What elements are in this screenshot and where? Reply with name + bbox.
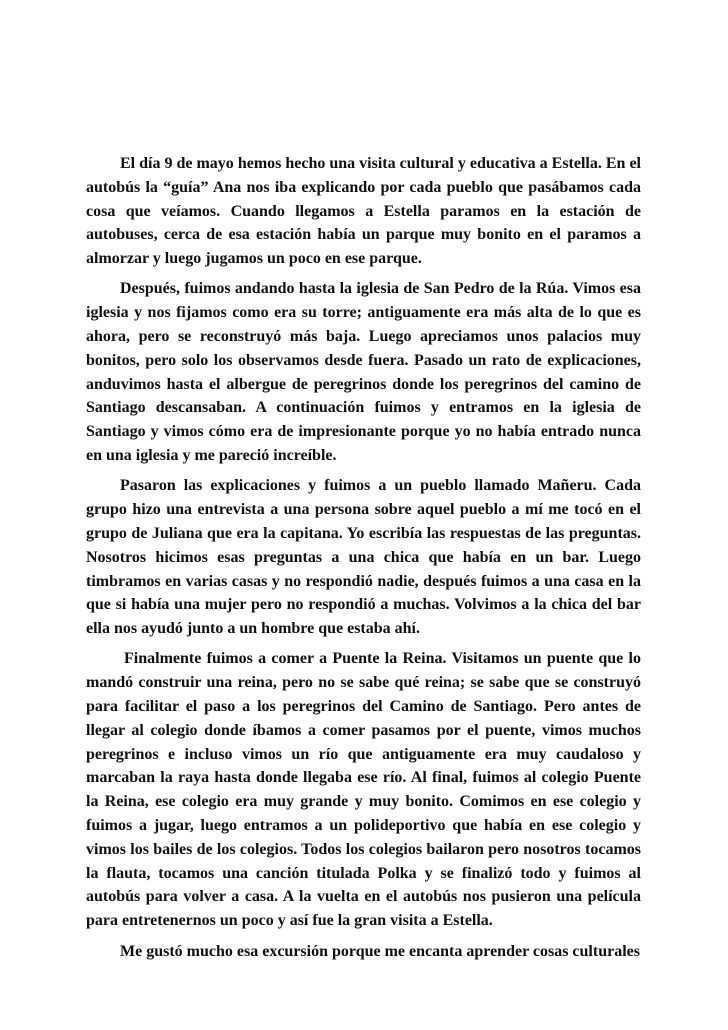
paragraph-san-pedro-church: Después, fuimos andando hasta la iglesia de San Pedro de la Rúa. Vimos esa iglesia y nos fijamos como era su torre; antiguamente era más alta de lo que es ahora, pero se reconstruyó más baja. Luego apreciamos unos palacios muy bonitos, pero solo los observamos desde fuera. Pasado un rato de explicaciones, anduvimos hasta el albergue de peregrinos donde los peregrinos del camino de Santiago descansaban. A continuación fuimos y entramos en la iglesia de Santiago y vimos cómo era de impresionante porque yo no había entrado nunca en una iglesia y me pareció increíble. bbox=[86, 280, 641, 465]
paragraph-visit-intro: El día 9 de mayo hemos hecho una visita cultural y educativa a Estella. En el autobús la “guía” Ana nos iba explicando por cada pueblo que pasábamos cada cosa que veíamos. Cuando llegamos a Estella paramos en la estación de autobuses, cerca de esa estación había un parque muy bonito en el paramos a almorzar y luego jugamos un poco en ese parque. bbox=[86, 155, 641, 268]
paragraph-conclusion: Me gustó mucho esa excursión porque me encanta aprender cosas culturales bbox=[120, 942, 640, 960]
document-body bbox=[86, 152, 641, 963]
paragraph-maneru-interview: Pasaron las explicaciones y fuimos a un pueblo llamado Mañeru. Cada grupo hizo una entrevista a una persona sobre aquel pueblo a mí me tocó en el grupo de Juliana que era la capitana. Yo escribía las respuestas de las preguntas. Nosotros hicimos esas preguntas a una chica que había en un bar. Luego timbramos en varias casas y no respondió nadie, después fuimos a una casa en la que si había una mujer pero no respondió a muchas. Volvimos a la chica del bar ella nos ayudó junto a un hombre que estaba ahí. bbox=[86, 477, 641, 638]
paragraph-puente-la-reina: Finalmente fuimos a comer a Puente la Reina. Visitamos un puente que lo mandó construir una reina, pero no se sabe qué reina; se sabe que se construyó para facilitar el paso a los peregrinos del Camino de Santiago. Pero antes de llegar al colegio donde íbamos a comer pasamos por el puente, vimos muchos peregrinos e incluso vimos un río que antiguamente era muy caudaloso y marcaban la raya hasta donde llegaba ese río. Al final, fuimos al colegio Puente la Reina, ese colegio era muy grande y muy bonito. Comimos en ese colegio y fuimos a jugar, luego entramos a un polideportivo que había en ese colegio y vimos los bailes de los colegios. Todos los colegios bailaron pero nosotros tocamos la flauta, tocamos una canción titulada Polka y se finalizó todo y fuimos al autobús para volver a casa. A la vuelta en el autobús nos pusieron una película para entretenernos un poco y así fue la gran visita a Estella. bbox=[86, 650, 641, 930]
